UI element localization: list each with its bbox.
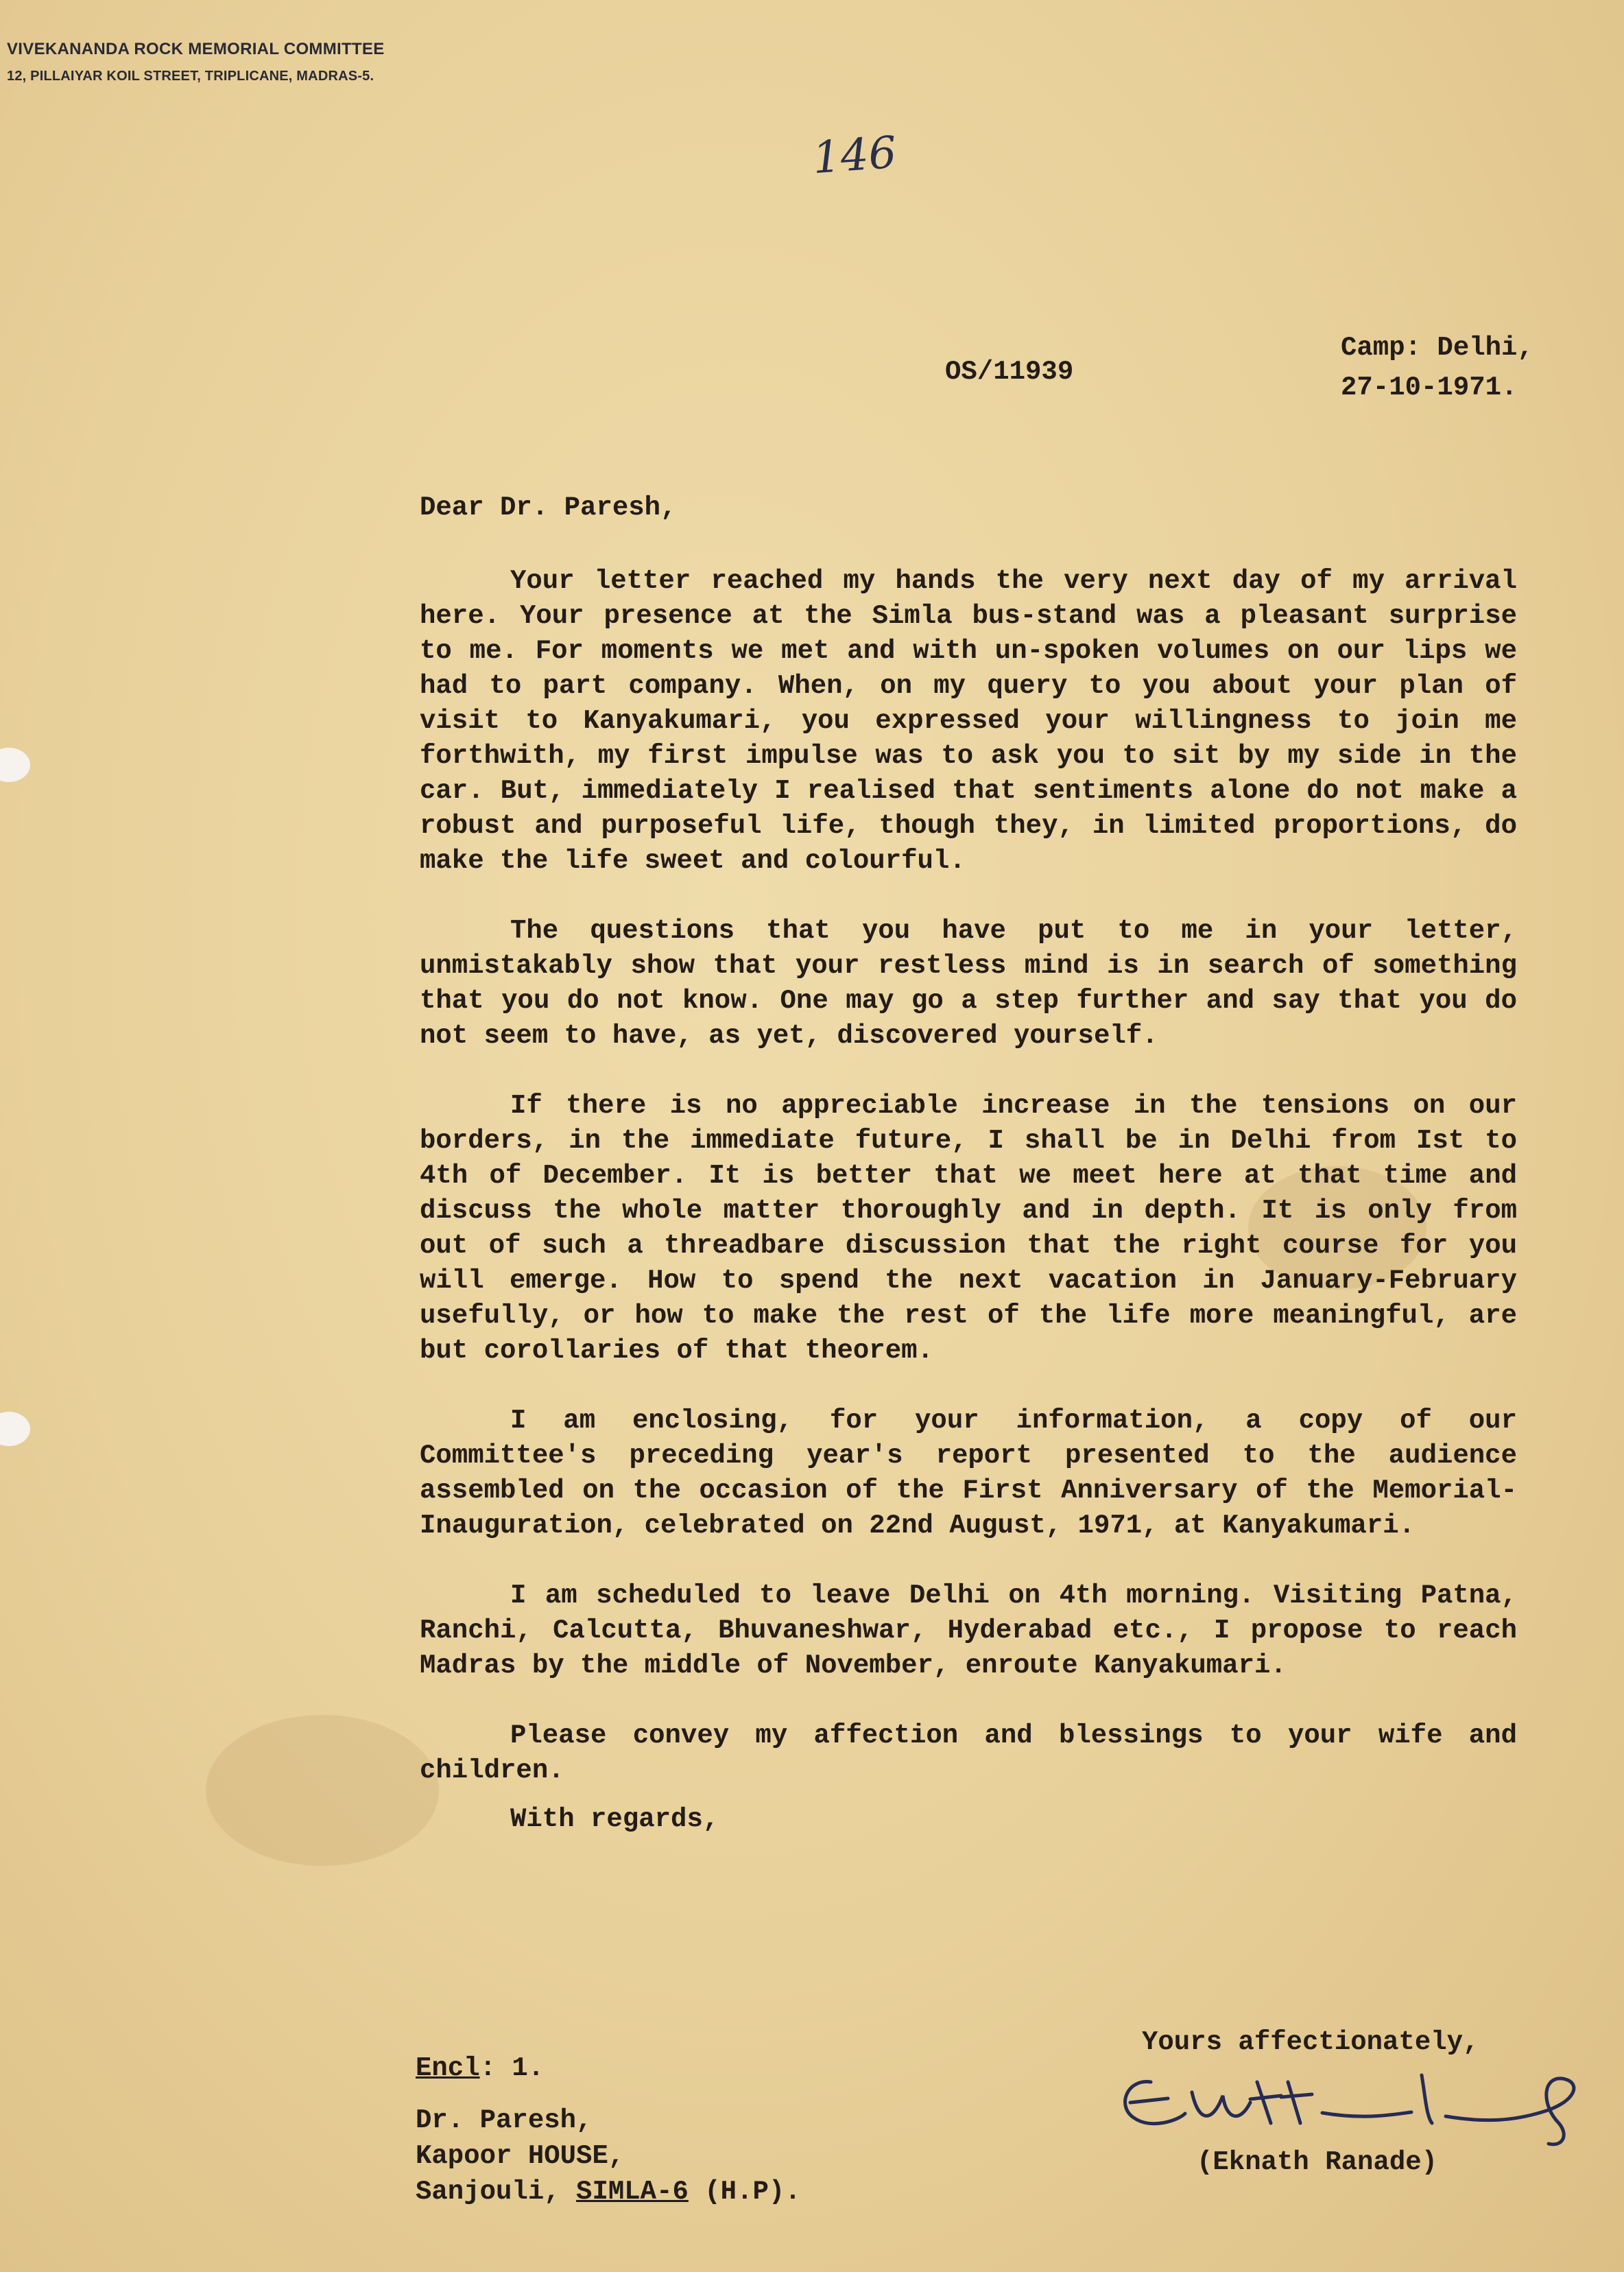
enclosure-count: : 1. — [479, 2053, 545, 2083]
place-date-block — [1341, 328, 1533, 407]
organization-name: VIVEKANANDA ROCK MEMORIAL COMMITTEE — [7, 40, 385, 58]
valediction: Yours affectionately, — [1142, 2027, 1479, 2057]
recipient-state: (H.P). — [688, 2177, 801, 2207]
signatory-name: (Eknath Ranade) — [1197, 2147, 1438, 2177]
handwritten-signature — [1103, 2055, 1597, 2157]
recipient-city: SIMLA-6 — [576, 2177, 689, 2207]
recipient-address — [416, 2103, 801, 2210]
recipient-address-line: Kapoor HOUSE, — [416, 2141, 625, 2171]
enclosure-note — [416, 2053, 544, 2083]
salutation: Dear Dr. Paresh, — [420, 493, 677, 523]
punch-hole — [0, 1412, 30, 1446]
body-paragraph: I am enclosing, for your information, a copy of our Committee's preceding year's report presented to the audience assembled on the occasion of the First Anniversary of the Memorial-Inauguration, celebrated on 22nd August, 1971, at Kanyakumari. — [420, 1406, 1517, 1541]
closing-regards: With regards, — [510, 1804, 719, 1834]
organization-address: 12, PILLAIYAR KOIL STREET, TRIPLICANE, MADRAS-5. — [7, 69, 374, 84]
enclosure-label: Encl — [416, 2053, 480, 2083]
letter-date: 27-10-1971. — [1341, 372, 1518, 403]
recipient-address-line — [416, 2174, 801, 2210]
letter-body — [420, 564, 1517, 1851]
handwritten-page-number: 146 — [811, 127, 898, 185]
recipient-locality: Sanjouli, — [416, 2177, 577, 2207]
punch-hole — [0, 748, 30, 782]
body-paragraph: I am scheduled to leave Delhi on 4th morning. Visiting Patna, Ranchi, Calcutta, Bhuvaneshwar, Hyderabad etc., I propose to reach Madras by the middle of November, enroute Kanyakumari. — [420, 1581, 1517, 1681]
recipient-name: Dr. Paresh, — [416, 2105, 593, 2135]
camp-location: Camp: Delhi, — [1341, 333, 1533, 363]
body-paragraph: If there is no appreciable increase in the tensions on our borders, in the immediate future, I shall be in Delhi from Ist to 4th of December. It is better that we meet here at that time and discuss the whole matter thoroughly and in depth. It is only from out of such a threadbare discussion that the right course for you will emerge. How to spend the next vacation in January-February usefully, or how to make the rest of the life more meaningful, are but corollaries of that theorem. — [420, 1091, 1517, 1366]
body-paragraph: Your letter reached my hands the very next day of my arrival here. Your presence at the Simla bus-stand was a pleasant surprise to me. For moments we met and with un-spoken volumes on our lips we had to part company. When, on my query to you about your plan of visit to Kanyakumari, you expressed your willingness to join me forthwith, my first impulse was to ask you to sit by my side in the car. But, immediately I realised that sentiments alone do not make a robust and purposeful life, though they, in limited proportions, do make the life sweet and colourful. — [420, 566, 1517, 876]
paper-stain — [206, 1715, 439, 1866]
letterhead — [7, 40, 385, 84]
body-paragraph: Please convey my affection and blessings to your wife and children. — [420, 1720, 1517, 1786]
reference-number: OS/11939 — [945, 357, 1074, 387]
body-paragraph: The questions that you have put to me in your letter, unmistakably show that your restless mind is in search of something that you do not know. One may go a step further and say that you do not seem to have, as yet, discovered yourself. — [420, 916, 1517, 1051]
